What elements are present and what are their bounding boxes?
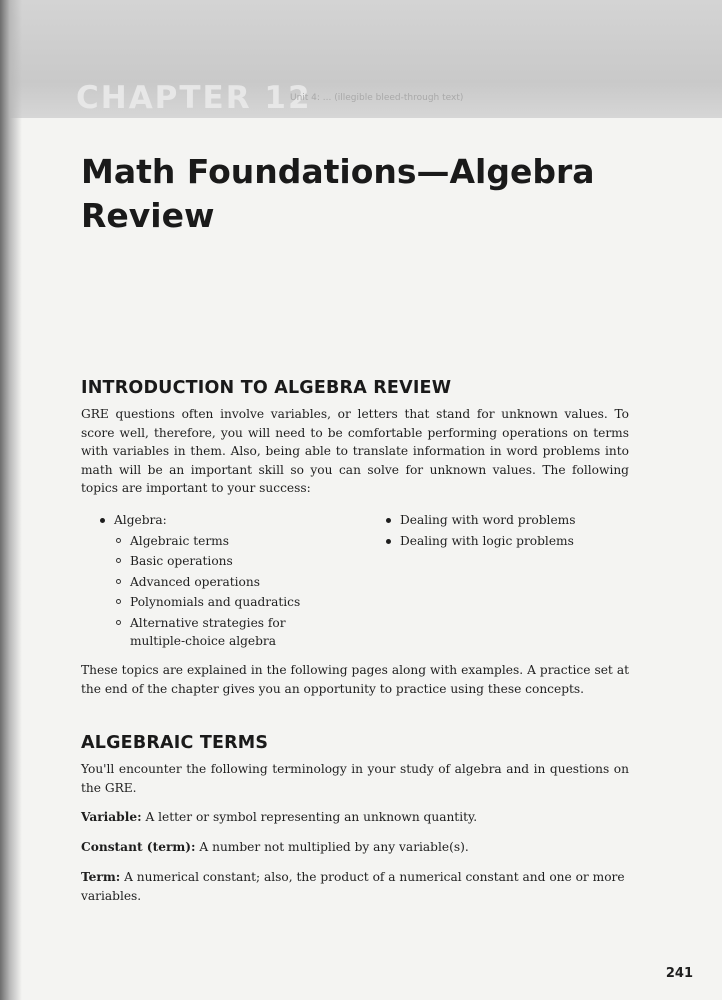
book-gutter-shadow — [0, 0, 22, 1000]
hollow-bullet-icon — [116, 538, 121, 543]
bullet-icon — [386, 518, 391, 523]
bullet-icon — [386, 539, 391, 544]
topic-list-left — [100, 510, 340, 650]
list-item: Advanced operations — [100, 572, 340, 593]
algebraic-terms-paragraph: You'll encounter the following terminology in your study of algebra and in questions on the GRE. — [81, 762, 629, 795]
definition-term-entry — [81, 868, 629, 906]
definition-term: Term: — [81, 870, 121, 884]
list-item: Algebraic terms — [100, 531, 340, 552]
algebraic-terms-heading: ALGEBRAIC TERMS — [81, 733, 269, 753]
list-item: Algebra: — [100, 510, 340, 531]
bleed-through-text: Unit 4: ... (illegible bleed-through text) — [290, 93, 464, 103]
hollow-bullet-icon — [116, 558, 121, 563]
hollow-bullet-icon — [116, 620, 121, 625]
definition-term: Constant (term): — [81, 840, 196, 854]
page-title: Math Foundations—Algebra Review — [81, 152, 595, 235]
definition-text: A numerical constant; also, the product of a numerical constant and one or more variables. — [81, 870, 625, 903]
page-number: 241 — [665, 966, 693, 981]
topic-list-right — [386, 510, 575, 551]
definition-variable — [81, 808, 629, 827]
intro-closing-paragraph: These topics are explained in the following pages along with examples. A practice set at the end of the chapter gives you an opportunity to practice using these concepts. — [81, 663, 629, 696]
intro-paragraph: GRE questions often involve variables, or letters that stand for unknown values. To score well, therefore, you will need to be comfortable performing operations on terms with variables in them. Also, being able to translate information in word problems into math will be an important skill so you can solve for unknown values. The following topics are important to your success: — [81, 407, 629, 495]
list-item: Polynomials and quadratics — [100, 592, 340, 613]
definition-constant — [81, 838, 629, 857]
list-item: Basic operations — [100, 551, 340, 572]
list-item: Alternative strategies for multiple-choice algebra — [100, 613, 340, 650]
list-item: Dealing with word problems — [386, 510, 575, 531]
list-item: Dealing with logic problems — [386, 531, 575, 552]
definition-text: A number not multiplied by any variable(s). — [199, 840, 469, 854]
hollow-bullet-icon — [116, 599, 121, 604]
chapter-label: CHAPTER 12 — [76, 80, 312, 116]
definition-term: Variable: — [81, 810, 142, 824]
hollow-bullet-icon — [116, 579, 121, 584]
bullet-icon — [100, 518, 105, 523]
intro-heading: INTRODUCTION TO ALGEBRA REVIEW — [81, 378, 452, 398]
definition-text: A letter or symbol representing an unknown quantity. — [145, 810, 478, 824]
